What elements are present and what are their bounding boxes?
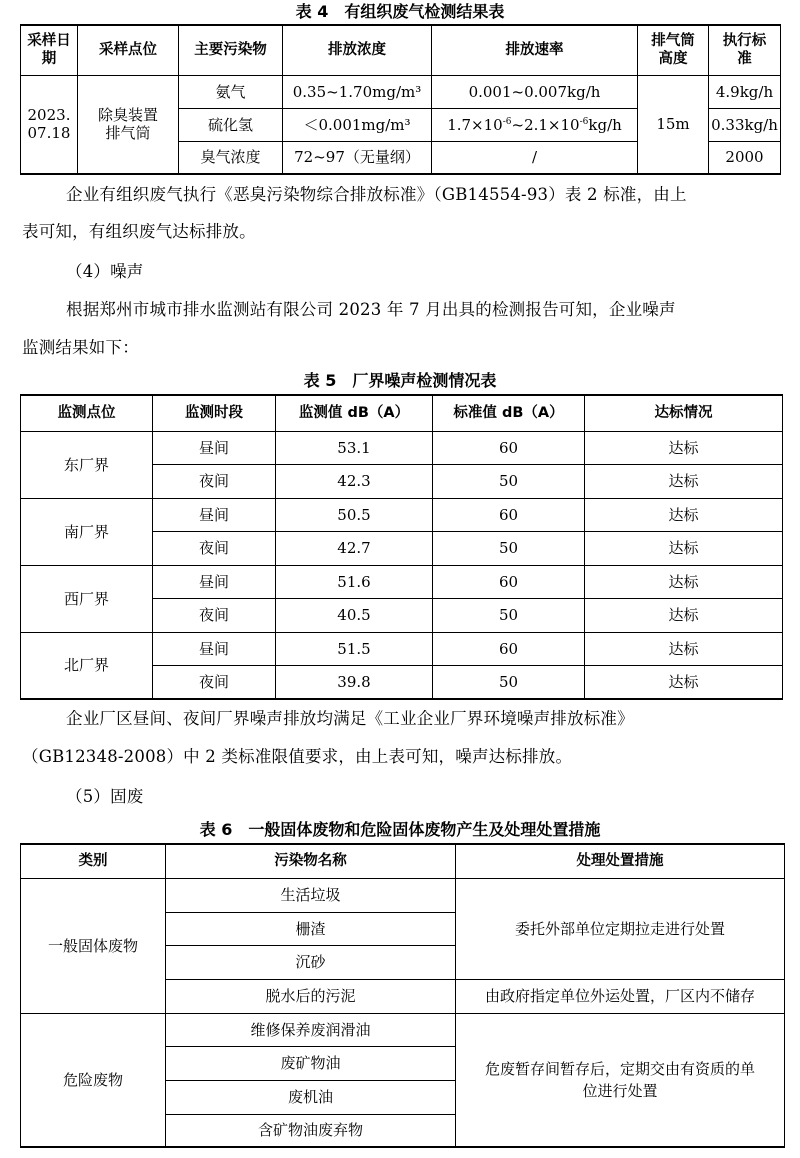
table5-limit: 50 (433, 598, 585, 632)
table4-rate: / (432, 141, 638, 174)
paragraph-noise-conclusion-line1: 企业厂区昼间、夜间厂界噪声排放均满足《工业企业厂界环境噪声排放标准》 (66, 709, 634, 728)
table6-solid-waste (20, 843, 785, 1148)
table6-item: 脱水后的污泥 (166, 979, 456, 1013)
table5-limit: 50 (433, 665, 585, 699)
table5-value: 42.7 (276, 531, 433, 565)
paragraph-noise-conclusion-line2: （GB12348-2008）中 2 类标准限值要求，由上表可知，噪声达标排放。 (22, 747, 573, 766)
table-row (21, 431, 783, 464)
table5-limit: 60 (433, 565, 585, 598)
table5-result: 达标 (585, 431, 783, 464)
table4-concentration: 0.35~1.70mg/m³ (283, 75, 432, 108)
table5-period: 夜间 (153, 598, 276, 632)
table4-header-standard: 执行标准 (709, 25, 781, 75)
table5-period: 昼间 (153, 431, 276, 464)
table6-item: 沉砂 (166, 945, 456, 979)
table-row (21, 632, 783, 665)
table4-header-date: 采样日期 (21, 25, 78, 75)
section-heading-solid-waste: （5）固废 (66, 787, 144, 806)
table4-standard: 2000 (709, 141, 781, 174)
table6-header-row (21, 844, 785, 878)
table6-measure-general-a: 委托外部单位定期拉走进行处置 (456, 878, 785, 979)
table6-item: 栅渣 (166, 912, 456, 945)
table5-limit: 60 (433, 632, 585, 665)
table5-result: 达标 (585, 665, 783, 699)
table4-rate (432, 108, 638, 141)
table4-concentration: ＜0.001mg/m³ (283, 108, 432, 141)
rate-part: ~2.1×10 (511, 115, 580, 134)
table5-value: 50.5 (276, 498, 433, 531)
table5-result: 达标 (585, 598, 783, 632)
table5-header-row (21, 395, 783, 431)
table5-point: 北厂界 (21, 632, 153, 699)
table5-noise-results (20, 394, 783, 700)
table5-header-period: 监测时段 (153, 395, 276, 431)
table4-caption: 表 4 有组织废气检测结果表 (295, 2, 505, 21)
table-row (21, 878, 785, 912)
paragraph-emission-line2: 表可知，有组织废气达标排放。 (22, 222, 256, 241)
table5-value: 51.5 (276, 632, 433, 665)
table-row (21, 1013, 785, 1046)
table6-measure-hazardous: 危废暂存间暂存后，定期交由有资质的单 位进行处置 (456, 1013, 785, 1147)
table4-pollutant: 硫化氢 (179, 108, 283, 141)
table4-standard: 4.9kg/h (709, 75, 781, 108)
table4-header-row (21, 25, 781, 75)
table4-header-rate: 排放速率 (432, 25, 638, 75)
table5-header-result: 达标情况 (585, 395, 783, 431)
table5-period: 昼间 (153, 565, 276, 598)
table5-value: 39.8 (276, 665, 433, 699)
table6-header-category: 类别 (21, 844, 166, 878)
rate-part: 1.7×10 (447, 115, 503, 134)
table6-item: 废矿物油 (166, 1046, 456, 1080)
table5-limit: 50 (433, 464, 585, 498)
table6-caption: 表 6 一般固体废物和危险固体废物产生及处理处置措施 (199, 820, 601, 839)
table5-limit: 60 (433, 431, 585, 464)
table5-result: 达标 (585, 531, 783, 565)
table4-emission-results (20, 24, 781, 175)
table5-period: 昼间 (153, 498, 276, 531)
rate-exponent: -6 (502, 116, 512, 127)
table4-sampling-point: 除臭装置 排气筒 (78, 75, 179, 174)
table5-value: 42.3 (276, 464, 433, 498)
section-heading-noise: （4）噪声 (66, 262, 144, 281)
table5-header-limit: 标准值 dB（A） (433, 395, 585, 431)
table5-limit: 60 (433, 498, 585, 531)
table5-point: 东厂界 (21, 431, 153, 498)
table5-point: 南厂界 (21, 498, 153, 565)
table6-header-name: 污染物名称 (166, 844, 456, 878)
table6-item: 维修保养废润滑油 (166, 1013, 456, 1046)
rate-exponent: -6 (579, 116, 589, 127)
rate-part: kg/h (588, 115, 622, 134)
table5-point: 西厂界 (21, 565, 153, 632)
table5-period: 昼间 (153, 632, 276, 665)
paragraph-noise-line1: 根据郑州市城市排水监测站有限公司 2023 年 7 月出具的检测报告可知，企业噪声 (66, 300, 676, 319)
table5-period: 夜间 (153, 531, 276, 565)
table5-value: 51.6 (276, 565, 433, 598)
table5-result: 达标 (585, 464, 783, 498)
table5-limit: 50 (433, 531, 585, 565)
paragraph-noise-line2: 监测结果如下： (22, 338, 139, 357)
table6-category-hazardous: 危险废物 (21, 1013, 166, 1147)
table5-header-value: 监测值 dB（A） (276, 395, 433, 431)
table-row (21, 498, 783, 531)
table6-item: 生活垃圾 (166, 878, 456, 912)
table4-concentration: 72~97（无量纲） (283, 141, 432, 174)
table4-pollutant: 臭气浓度 (179, 141, 283, 174)
table5-caption: 表 5 厂界噪声检测情况表 (303, 371, 497, 390)
table5-result: 达标 (585, 565, 783, 598)
table-row (21, 75, 781, 108)
table5-result: 达标 (585, 498, 783, 531)
table6-header-measure: 处理处置措施 (456, 844, 785, 878)
table4-header-concentration: 排放浓度 (283, 25, 432, 75)
table4-header-point: 采样点位 (78, 25, 179, 75)
table4-stack-height: 15m (638, 75, 709, 174)
table6-item: 含矿物油废弃物 (166, 1114, 456, 1147)
table6-item: 废机油 (166, 1080, 456, 1114)
table5-header-point: 监测点位 (21, 395, 153, 431)
table4-sampling-date: 2023. 07.18 (21, 75, 78, 174)
table4-rate: 0.001~0.007kg/h (432, 75, 638, 108)
table6-category-general: 一般固体废物 (21, 878, 166, 1013)
table5-period: 夜间 (153, 665, 276, 699)
table4-header-height: 排气筒高度 (638, 25, 709, 75)
table5-value: 53.1 (276, 431, 433, 464)
table6-measure-general-b: 由政府指定单位外运处置，厂区内不储存 (456, 979, 785, 1013)
table4-pollutant: 氨气 (179, 75, 283, 108)
paragraph-emission-line1: 企业有组织废气执行《恶臭污染物综合排放标准》（GB14554-93）表 2 标准，由上 (66, 185, 687, 204)
table4-header-pollutant: 主要污染物 (179, 25, 283, 75)
table5-period: 夜间 (153, 464, 276, 498)
table5-value: 40.5 (276, 598, 433, 632)
table5-result: 达标 (585, 632, 783, 665)
table4-standard: 0.33kg/h (709, 108, 781, 141)
table-row (21, 565, 783, 598)
